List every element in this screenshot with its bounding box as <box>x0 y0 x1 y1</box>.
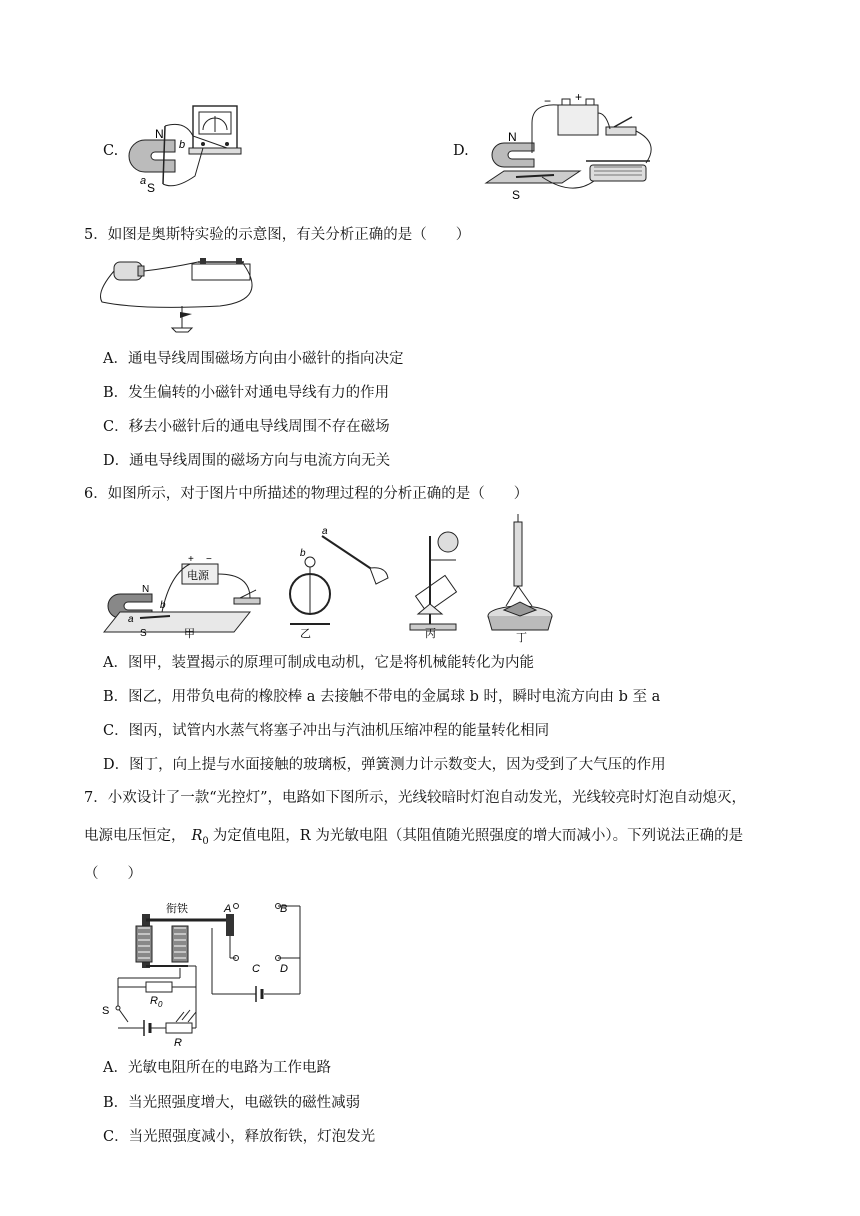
q6-bing-label: 丙 <box>425 628 436 640</box>
q7-stem-line1: 7．小欢设计了一款“光控灯”，电路如下图所示，光线较暗时灯泡自动发光，光线较亮时灯泡自动熄灭， <box>84 790 747 806</box>
q7-label-b: B <box>280 903 288 915</box>
q6-stem: 6．如图所示，对于图片中所描述的物理过程的分析正确的是（ ） <box>84 486 529 502</box>
q5-oersted-figure <box>100 252 270 334</box>
q4-figure-c <box>135 100 245 195</box>
q6-b-label: b <box>160 600 166 611</box>
fig-c-s-label: S <box>147 181 156 195</box>
q7-label-a: A <box>224 903 232 915</box>
q7-label-c: C <box>252 963 260 975</box>
q7-label-r: R <box>174 1037 182 1049</box>
q6-a-label: a <box>128 614 134 625</box>
q4-figure-d <box>482 90 662 203</box>
q7-r0-symbol: R <box>191 828 203 844</box>
q5-option-b: B．发生偏转的小磁针对通电导线有力的作用 <box>103 385 390 401</box>
q7-label-s: S <box>102 1005 110 1017</box>
q7-option-a: A．光敏电阻所在的电路为工作电路 <box>103 1060 331 1076</box>
q5-option-c: C．移去小磁针后的通电导线周围不存在磁场 <box>103 419 390 435</box>
fig-d-plus-label: + <box>575 90 583 104</box>
q4-option-c-label: C. <box>103 143 119 159</box>
q5-option-a: A．通电导线周围磁场方向由小磁针的指向决定 <box>103 351 404 367</box>
q6-jia-label: 甲 <box>184 628 195 640</box>
q6-option-c: C．图丙，试管内水蒸气将塞子冲出与汽油机压缩冲程的能量转化相同 <box>103 723 550 739</box>
q6-figures <box>100 514 570 646</box>
q6-n-label: N <box>142 584 150 595</box>
fig-d-n-label: N <box>508 130 517 144</box>
q7-label-r0: $R_0$ <box>150 995 163 1009</box>
q7-stem-line2 <box>84 826 743 852</box>
q7-option-c: C．当光照强度减小，释放衔铁，灯泡发光 <box>103 1129 376 1145</box>
q6-option-a: A．图甲，装置揭示的原理可制成电动机，它是将机械能转化为内能 <box>103 655 534 671</box>
q6-yi-label: 乙 <box>300 628 311 640</box>
q6-option-d: D．图丁，向上提与水面接触的玻璃板，弹簧测力计示数变大，因为受到了大气压的作用 <box>103 757 666 773</box>
fig-c-b-label: b <box>179 139 186 151</box>
q7-stem-line2-pre: 电源电压恒定， <box>84 828 186 844</box>
fig-d-s-label: S <box>512 188 521 202</box>
fig-c-a-label: a <box>140 175 147 187</box>
q7-stem-line3: （ ） <box>84 866 142 882</box>
q6-ding-label: 丁 <box>516 632 527 644</box>
fig-d-minus-label: − <box>544 94 552 108</box>
fig-c-n-label: N <box>155 127 164 141</box>
q7-option-b: B．当光照强度增大，电磁铁的磁性减弱 <box>103 1095 361 1111</box>
q7-circuit-figure <box>100 898 310 1048</box>
q6-minus-label: − <box>206 554 212 565</box>
q6-s-label: S <box>140 628 147 639</box>
q6-ball-b-label: b <box>300 548 306 559</box>
q5-option-d: D．通电导线周围的磁场方向与电流方向无关 <box>103 453 391 469</box>
q6-power-label: 电源 <box>187 570 209 582</box>
q6-option-b: B．图乙，用带负电荷的橡胶棒 a 去接触不带电的金属球 b 时，瞬时电流方向由 b 至 a <box>103 689 661 705</box>
q7-stem-line2-post: 为定值电阻，R 为光敏电阻（其阻值随光照强度的增大而减小）。下列说法正确的是 <box>212 828 744 844</box>
q5-stem: 5．如图是奥斯特实验的示意图，有关分析正确的是（ ） <box>84 227 471 243</box>
q7-armature-label: 衔铁 <box>166 903 188 915</box>
q7-r0-subscript: 0 <box>202 835 209 847</box>
q6-rod-a-label: a <box>322 526 328 537</box>
q4-option-d-label: D. <box>453 143 469 159</box>
q7-label-d: D <box>280 963 288 975</box>
q6-plus-label: + <box>188 554 194 565</box>
